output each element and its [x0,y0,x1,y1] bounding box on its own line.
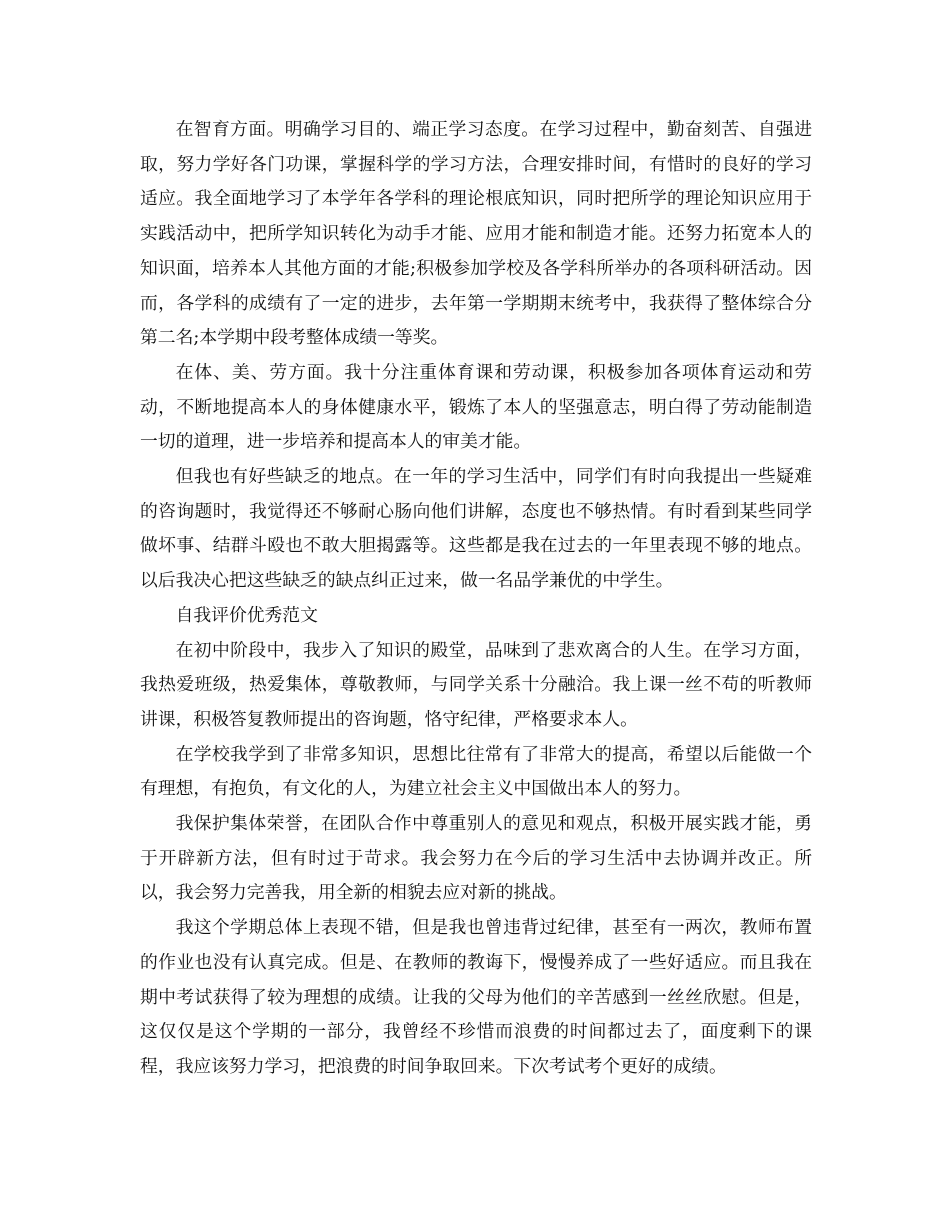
section-title: 自我评价优秀范文 [175,604,318,626]
paragraph-junior-high: 在初中阶段中，我步入了知识的殿堂，品味到了悲欢离合的人生。在学习方面，我热爱班级，热爱集体，尊敬教师，与同学关系十分融洽。我上课一丝不苟的听教师讲课，积极答复教师提出的咨询题，恪守纪律，严格要求本人。 [140,639,812,730]
paragraph-collective-honor: 我保护集体荣誉，在团队合作中尊重别人的意见和观点，积极开展实践才能，勇于开辟新方法，但有时过于苛求。我会努力在今后的学习生活中去协调并改正。所以，我会努力完善我，用全新的相貌去应对新的挑战。 [140,813,812,904]
paragraph-physical-art-labor: 在体、美、劳方面。我十分注重体育课和劳动课，积极参加各项体育运动和劳动，不断地提高本人的身体健康水平，锻炼了本人的坚强意志，明白得了劳动能制造一切的道理，进一步培养和提高本人的审美才能。 [140,361,812,453]
paragraph-shortcomings: 但我也有好些缺乏的地点。在一年的学习生活中，同学们有时向我提出一些疑难的咨询题时，我觉得还不够耐心肠向他们讲解，态度也不够热情。有时看到某些同学做坏事、结群斗殴也不敢大胆揭露等。这些都是我在过去的一年里表现不够的地点。以后我决心把这些缺乏的缺点纠正过来，做一名品学兼优的中学生。 [140,466,812,592]
paragraph-semester-summary: 我这个学期总体上表现不错，但是我也曾违背过纪律，甚至有一两次，教师布置的作业也没有认真完成。但是、在教师的教诲下，慢慢养成了一些好适应。而且我在期中考试获得了较为理想的成绩。让我的父母为他们的辛苦感到一丝丝欣慰。但是，这仅仅是这个学期的一部分，我曾经不珍惜而浪费的时间都过去了，面度剩下的课程，我应该努力学习，把浪费的时间争取回来。下次考试考个更好的成绩。 [140,917,812,1077]
document-page [140,113,812,1085]
paragraph-intellectual: 在智育方面。明确学习目的、端正学习态度。在学习过程中，勤奋刻苦、自强进取，努力学好各门功课，掌握科学的学习方法，合理安排时间，有惜时的良好的学习适应。我全面地学习了本学年各学科的理论根底知识，同时把所学的理论知识应用于实践活动中，把所学知识转化为动手才能、应用才能和制造才能。还努力拓宽本人的知识面，培养本人其他方面的才能;积极参加学校及各学科所举办的各项科研活动。因而，各学科的成绩有了一定的进步，去年第一学期期末统考中，我获得了整体综合分第二名;本学期中段考整体成绩一等奖。 [140,119,812,349]
paragraph-school-learning: 在学校我学到了非常多知识，思想比往常有了非常大的提高，希望以后能做一个有理想，有抱负，有文化的人，为建立社会主义中国做出本人的努力。 [140,743,812,800]
